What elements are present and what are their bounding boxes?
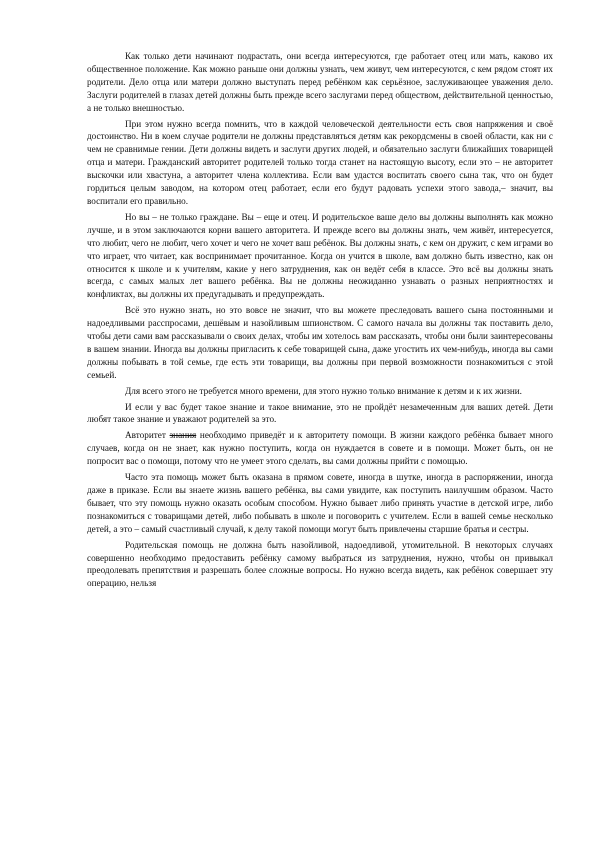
paragraph-6-text: И если у вас будет такое знание и такое внимание, это не пройдёт незамеченным для ваших детей. Дети любят такое знание и уважают родителей за это. xyxy=(87,401,553,425)
paragraph-9-text: Родительская помощь не должна быть назойливой, надоедливой, утомительной. В некоторых случаях совершенно необходимо предоставить ребёнку самому выбраться из затруднения, нужно, чтобы он привыкал преодолевать препятствия и разрешать более сложные вопросы. Но нужно всегда видеть, как ребёнок совершает эту операцию, нельзя xyxy=(87,539,553,589)
paragraph-4-text: Всё это нужно знать, но это вовсе не значит, что вы можете преследовать вашего сына постоянными и надоедливыми расспросами, дешёвым и назойливым шпионством. С самого начала вы должны так поставить дело, чтобы дети сами вам рассказывали о своих делах, чтобы им хотелось вам рассказать, чтобы они были заинтересованы в вашем знании. Иногда вы должны пригласить к себе товарищей сына, даже угостить их чем-нибудь, иногда вы сами должны побывать в той семье, где есть эти товарищи, вы должны при первой возможности познакомиться с этой семьей. xyxy=(87,305,553,380)
paragraph-7-lead: Авторитет xyxy=(125,430,170,441)
paragraph-2 xyxy=(87,118,553,208)
paragraph-7 xyxy=(87,429,553,468)
paragraph-8 xyxy=(87,471,553,536)
paragraph-1-text: Как только дети начинают подрастать, они всегда интересуются, где работает отец или мать, каково их общественное положение. Как можно раньше они должны узнать, чем живут, чем интересуются, с кем рядом стоят их родители. Дело отца или матери должно выступать перед ребёнком как серьёзное, заслуживающее уважения дело. Заслуги родителей в глазах детей должны быть прежде всего заслугами перед обществом, действительной ценностью, а не только внешностью. xyxy=(87,51,553,113)
paragraph-5-text: Для всего этого не требуется много времени, для этого нужно только внимание к детям и к их жизни. xyxy=(125,385,522,396)
document-page xyxy=(87,50,553,593)
paragraph-3-text: Но вы – не только граждане. Вы – еще и отец. И родительское ваше дело вы должны выполнять как можно лучше, и в этом заключаются корни вашего авторитета. И прежде всего вы должны знать, чем живёт, интересуется, что любит, чего не любит, чего хочет и чего не хочет ваш ребёнок. Вы должны знать, с кем он дружит, с кем играми во что играет, что читает, как воспринимает прочитанное. Когда он учится в школе, вам должно быть известно, как он относится к школе и к учителям, какие у него затруднения, как он ведёт себя в классе. Это всё вы должны знать всегда, с самых малых лет вашего ребёнка. Вы не должны неожиданно узнавать о разных неприятностях и конфликтах, вы должны их предугадывать и предупреждать. xyxy=(87,211,553,300)
paragraph-3 xyxy=(87,211,553,301)
paragraph-4 xyxy=(87,304,553,381)
paragraph-6 xyxy=(87,401,553,427)
paragraph-8-text: Часто эта помощь может быть оказана в прямом совете, иногда в шутке, иногда в распоряжении, иногда даже в приказе. Если вы знаете жизнь вашего ребёнка, вы сами увидите, как поступить наилучшим образом. Часто бывает, что эту помощь нужно оказать особым способом. Нужно бывает либо принять участие в детской игре, либо познакомиться с товарищами детей, либо побывать в школе и поговорить с учителем. Если в вашей семье несколько детей, а это – самый счастливый случай, к делу такой помощи могут быть привлечены старшие братья и сестры. xyxy=(87,472,553,534)
paragraph-2-text: При этом нужно всегда помнить, что в каждой человеческой деятельности есть своя напряжения и своё достоинство. Ни в коем случае родители не должны представляться детям как рекордсмены в своей области, как ни с чем не сравнимые гении. Дети должны видеть и заслуги других людей, и обязательно заслуги ближайших товарищей отца и матери. Гражданский авторитет родителей только тогда станет на настоящую высоту, если это – не авторитет выскочки или хвастуна, а авторитет члена коллектива. Если вам удастся воспитать своего сына так, что он будет гордиться целым заводом, на котором отец работает, если его будут радовать успехи этого завода,– значит, вы воспитали его правильно. xyxy=(87,118,553,206)
paragraph-9 xyxy=(87,539,553,591)
struck-word: знания xyxy=(169,430,197,441)
paragraph-7-text: необходимо приведёт и к авторитету помощи. В жизни каждого ребёнка бывает много случаев, когда он не знает, как нужно поступить, когда он нуждается в совете и в помощи. Может быть, он не попросит вас о помощи, потому что не умеет этого сделать, вы сами должны прийти с помощью. xyxy=(87,430,553,467)
paragraph-1 xyxy=(87,50,553,115)
paragraph-5 xyxy=(87,385,553,398)
